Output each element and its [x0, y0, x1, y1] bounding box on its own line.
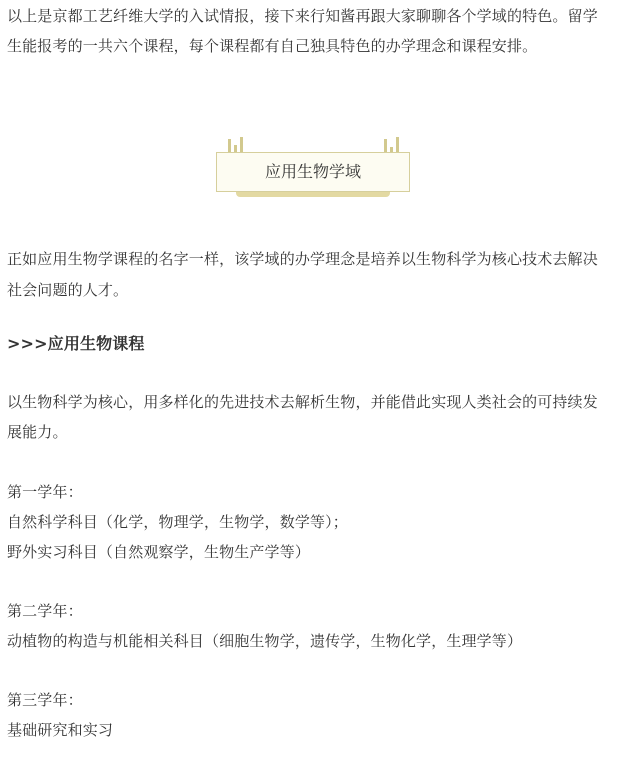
- year-1-label: 第一学年：: [7, 483, 83, 501]
- section-banner: [216, 137, 412, 199]
- year-2-item: 动植物的构造与机能相关科目（细胞生物学，遗传学，生物化学，生理学等）: [7, 632, 523, 650]
- section-para2-line-2: 展能力。: [7, 423, 68, 441]
- banner-title: 应用生物学域: [264, 162, 361, 181]
- section-para1-line-2: 社会问题的人才。: [7, 281, 129, 299]
- section-para2-line-1: 以生物科学为核心，用多样化的先进技术去解析生物，并能借此实现人类社会的可持续发: [7, 393, 598, 411]
- year-1-item: 自然科学科目（化学，物理学，生物学，数学等）；: [7, 513, 348, 531]
- year-3-label: 第三学年：: [7, 691, 83, 709]
- year-2-label: 第二学年：: [7, 602, 83, 620]
- intro-line-1: 以上是京都工艺纤维大学的入试情报，接下来行知酱再跟大家聊聊各个学域的特色。留学: [7, 7, 598, 25]
- intro-line-2: 生能报考的一共六个课程，每个课程都有自己独具特色的办学理念和课程安排。: [7, 37, 538, 55]
- year-3-item: 基础研究和实习: [7, 721, 114, 739]
- section-para1-line-1: 正如应用生物学课程的名字一样，该学域的办学理念是培养以生物科学为核心技术去解决: [7, 250, 598, 268]
- year-1-item: 野外实习科目（自然观察学，生物生产学等）: [7, 543, 311, 561]
- course-heading: >>>应用生物课程: [7, 334, 145, 353]
